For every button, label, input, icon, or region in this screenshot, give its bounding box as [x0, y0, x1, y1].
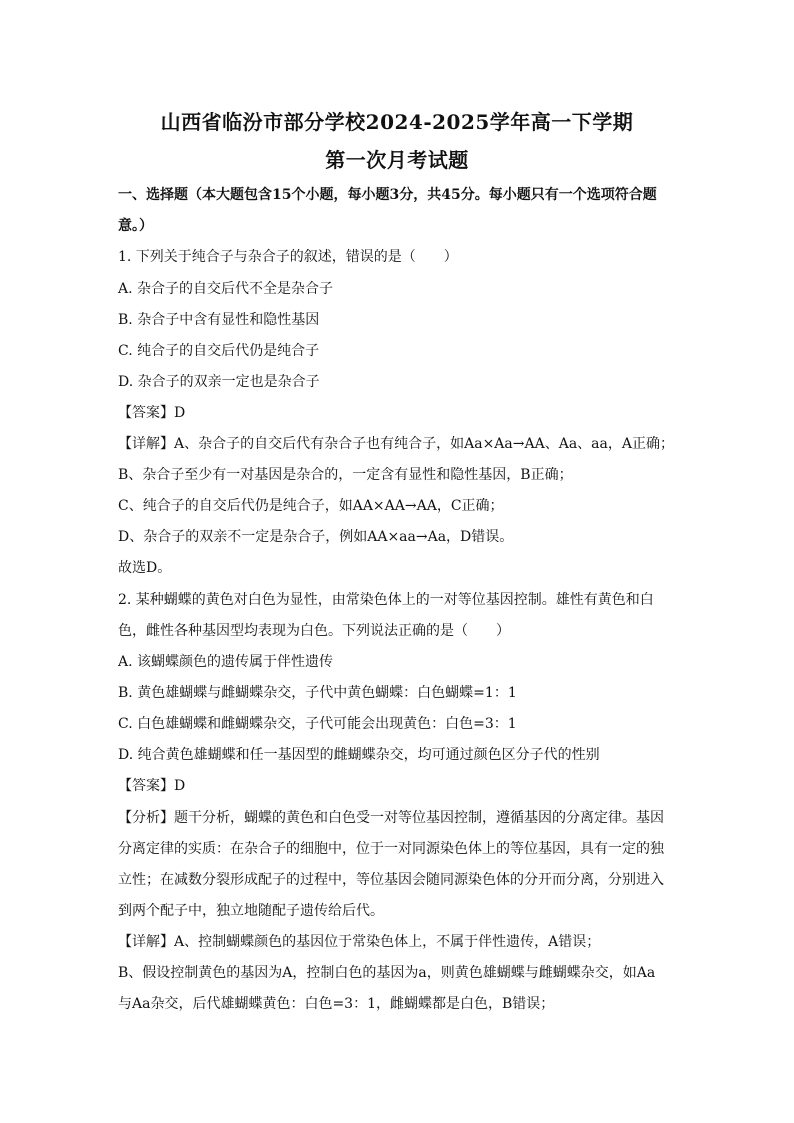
question-2-option-a: A. 该蝴蝶颜色的遗传属于伴性遗传 — [118, 654, 334, 670]
question-1-explanation-a: 【详解】A、杂合子的自交后代有杂合子也有纯合子，如Aa×Aa→AA、Aa、aa，A正确； — [118, 436, 674, 452]
question-1-option-a: A. 杂合子的自交后代不全是杂合子 — [118, 281, 334, 297]
question-1-option-c: C. 纯合子的自交后代仍是纯合子 — [118, 343, 320, 359]
question-1-option-b: B. 杂合子中含有显性和隐性基因 — [118, 312, 320, 328]
question-2-stem-cont: 色，雌性各种基因型均表现为白色。下列说法正确的是（ ） — [118, 623, 510, 639]
question-2-explanation-a: 【详解】A、控制蝴蝶颜色的基因位于常染色体上，不属于伴性遗传，A错误； — [118, 934, 601, 950]
question-2-option-d: D. 纯合黄色雄蝴蝶和任一基因型的雌蝴蝶杂交，均可通过颜色区分子代的性别 — [118, 747, 600, 763]
question-2-option-c: C. 白色雄蝴蝶和雌蝴蝶杂交，子代可能会出现黄色：白色=3：1 — [118, 716, 517, 732]
question-1-answer: 【答案】D — [118, 405, 186, 421]
question-1-option-d: D. 杂合子的双亲一定也是杂合子 — [118, 374, 320, 390]
question-2-analysis-3: 立性；在减数分裂形成配子的过程中，等位基因会随同源染色体的分开而分离，分别进入 — [118, 872, 664, 888]
question-2-explanation-b: B、假设控制黄色的基因为A，控制白色的基因为a，则黄色雄蝴蝶与雌蝴蝶杂交，如Aa — [118, 965, 656, 981]
question-1-explanation-c: C、纯合子的自交后代仍是纯合子，如AA×AA→AA，C正确； — [118, 498, 504, 514]
question-1-choice: 故选D。 — [118, 560, 172, 576]
question-2-option-b: B. 黄色雄蝴蝶与雌蝴蝶杂交，子代中黄色蝴蝶：白色蝴蝶=1：1 — [118, 685, 517, 701]
question-1-stem: 1. 下列关于纯合子与杂合子的叙述，错误的是（ ） — [118, 249, 458, 265]
question-1-explanation-d: D、杂合子的双亲不一定是杂合子，例如AA×aa→Aa，D错误。 — [118, 529, 514, 545]
section-heading-cont: 意。） — [118, 218, 153, 234]
question-2-answer: 【答案】D — [118, 778, 186, 794]
question-2-analysis-2: 分离定律的实质：在杂合子的细胞中，位于一对同源染色体上的等位基因，具有一定的独 — [118, 841, 664, 857]
question-2-analysis-4: 到两个配子中，独立地随配子遗传给后代。 — [118, 903, 384, 919]
question-1-explanation-b: B、杂合子至少有一对基因是杂合的，一定含有显性和隐性基因，B正确； — [118, 467, 573, 483]
page-title-line1: 山西省临汾市部分学校2024-2025学年高一下学期 — [160, 110, 634, 134]
section-heading: 一、选择题（本大题包含15个小题，每小题3分，共45分。每小题只有一个选项符合题 — [118, 187, 657, 203]
question-2-analysis-1: 【分析】题干分析，蝴蝶的黄色和白色受一对等位基因控制，遵循基因的分离定律。基因 — [118, 810, 664, 826]
page-title-line2: 第一次月考试题 — [325, 148, 469, 172]
question-2-explanation-b-cont: 与Aa杂交，后代雄蝴蝶黄色：白色=3：1，雌蝴蝶都是白色，B错误； — [118, 996, 555, 1012]
question-2-stem: 2. 某种蝴蝶的黄色对白色为显性，由常染色体上的一对等位基因控制。雄性有黄色和白 — [118, 592, 654, 608]
